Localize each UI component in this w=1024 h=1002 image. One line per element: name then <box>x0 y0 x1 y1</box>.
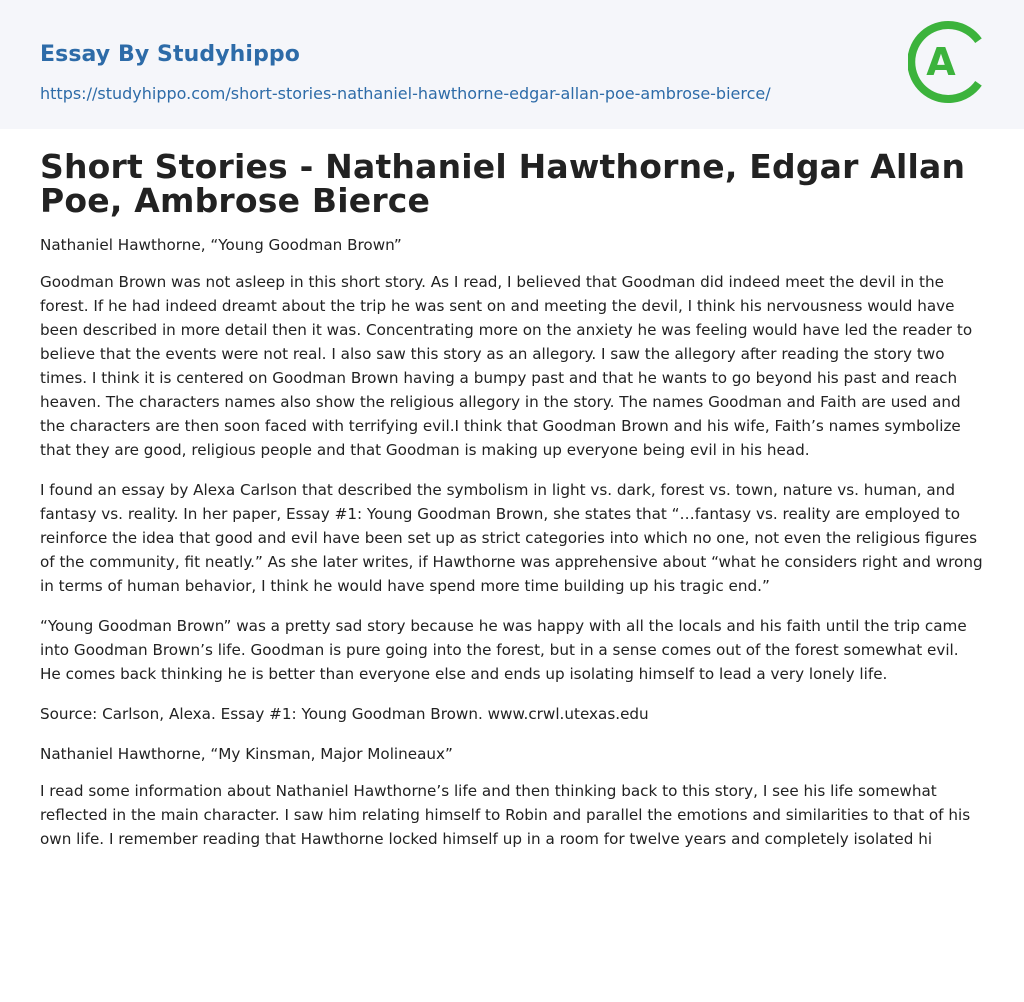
section-heading-my-kinsman: Nathaniel Hawthorne, “My Kinsman, Major Molineaux” <box>40 745 453 763</box>
logo-letter: A <box>926 40 956 84</box>
page-title: Short Stories - Nathaniel Hawthorne, Edgar Allan Poe, Ambrose Bierce <box>40 147 966 220</box>
section-heading-young-goodman-brown: Nathaniel Hawthorne, “Young Goodman Brown” <box>40 236 402 254</box>
paragraph: I found an essay by Alexa Carlson that described the symbolism in light vs. dark, forest vs. town, nature vs. human, and fantasy vs. reality. In her paper, Essay #1: Young Goodman Brown, she states that “…fantasy vs. reality are employed to reinforce the idea that good and evil have been set up as strict categories into which no one, not even the religious figures of the community, fit neatly.” As she later writes, if Hawthorne was apprehensive about “what he considers right and wrong in terms of human behavior, I think he would have spend more time building up his tragic end.” <box>40 481 983 595</box>
paragraph: I read some information about Nathaniel Hawthorne’s life and then thinking back to this story, I see his life somewhat reflected in the main character. I saw him relating himself to Robin and parallel the emotions and similarities to that of his own life. I remember reading that Hawthorne locked himself up in a room for twelve years and completely isolated hi <box>40 782 971 848</box>
brand-title: Essay By Studyhippo <box>40 42 300 67</box>
paragraph: Goodman Brown was not asleep in this short story. As I read, I believed that Goodman did indeed meet the devil in the forest. If he had indeed dreamt about the trip he was sent on and meeting the devil, I think his nervousness would have been described in more detail then it was. Concentrating more on the anxiety he was feeling would have led the reader to believe that the events were not real. I also saw this story as an allegory. I saw the allegory after reading the story two times. I think it is centered on Goodman Brown having a bumpy past and that he wants to go beyond his past and reach heaven. The characters names also show the religious allegory in the story. The names Goodman and Faith are used and the characters are then soon faced with terrifying evil.I think that Goodman Brown and his wife, Faith’s names symbolize that they are good, religious people and that Goodman is making up everyone being evil in his head. <box>40 273 973 459</box>
article-body <box>40 147 984 851</box>
site-header <box>0 0 1024 129</box>
paragraph: “Young Goodman Brown” was a pretty sad story because he was happy with all the locals and his faith until the trip came into Goodman Brown’s life. Goodman is pure going into the forest, but in a sense comes out of the forest somewhat evil. He comes back thinking he is better than everyone else and ends up isolating himself to lead a very lonely life. <box>40 617 967 683</box>
studyhippo-logo-icon <box>908 17 990 107</box>
article-url-link[interactable]: https://studyhippo.com/short-stories-nathaniel-hawthorne-edgar-allan-poe-ambrose-bierce/ <box>40 84 771 103</box>
source-citation: Source: Carlson, Alexa. Essay #1: Young Goodman Brown. www.crwl.utexas.edu <box>40 705 649 723</box>
